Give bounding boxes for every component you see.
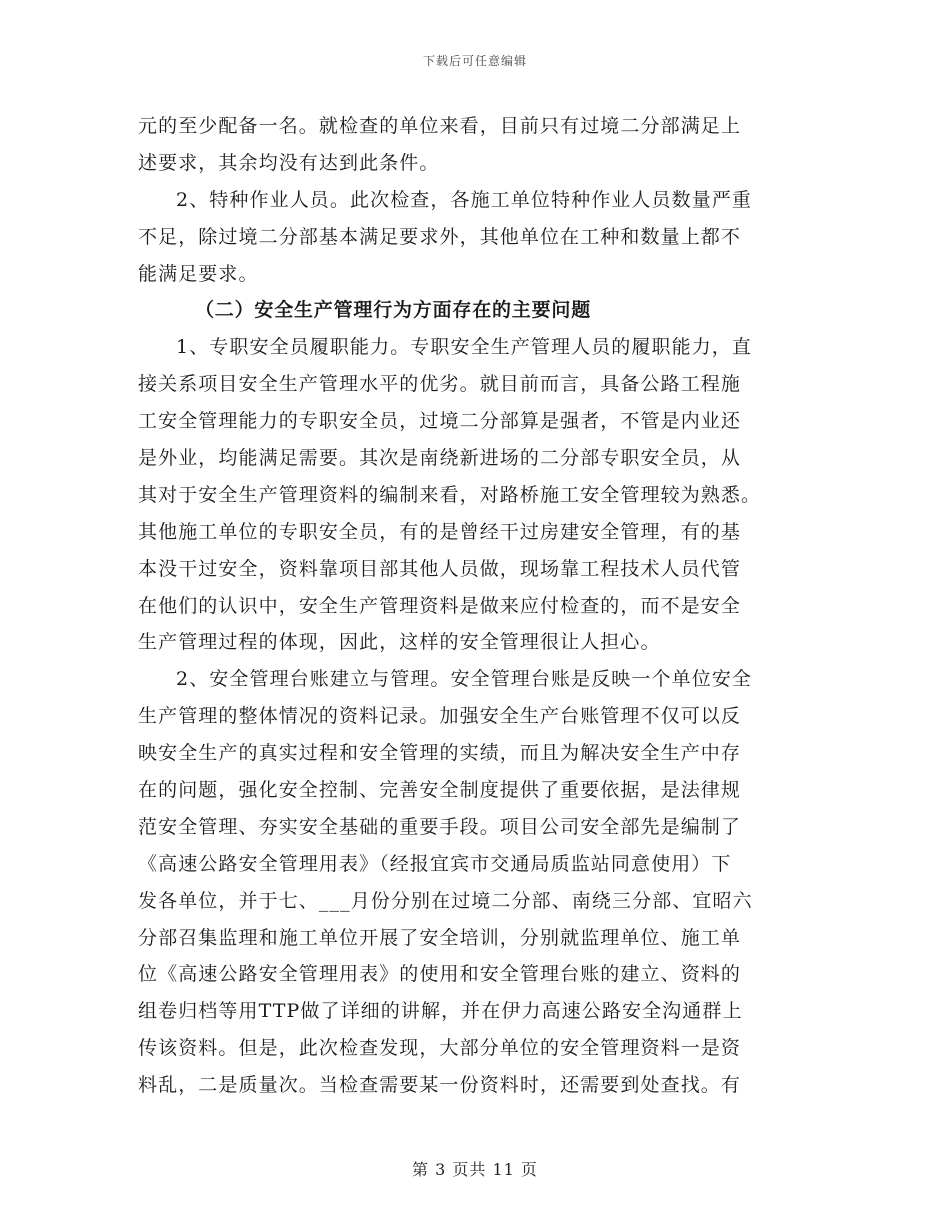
- paragraph-start-line: 2、安全管理台账建立与管理。安全管理台账是反映一个单位安全: [176, 668, 752, 691]
- body-line: 生产管理的整体情况的资料记录。加强安全生产台账管理不仅可以反: [138, 705, 742, 728]
- body-line: 生产管理过程的体现，因此，这样的安全管理很让人担心。: [138, 631, 661, 654]
- body-line: 元的至少配备一名。就检查的单位来看，目前只有过境二分部满足上: [138, 115, 742, 137]
- body-line: 在他们的认识中，安全生产管理资料是做来应付检查的，而不是安全: [138, 594, 742, 617]
- body-line: 能满足要求。: [138, 262, 259, 285]
- body-line: 其他施工单位的专职安全员，有的是曾经干过房建安全管理，有的基: [138, 520, 742, 543]
- body-line: 不足，除过境二分部基本满足要求外，其他单位在工种和数量上都不: [138, 225, 742, 248]
- paragraph-start-line: 2、特种作业人员。此次检查，各施工单位特种作业人员数量严重: [176, 188, 752, 211]
- body-line: 料乱，二是质量次。当检查需要某一份资料时，还需要到处查找。有: [138, 1074, 742, 1097]
- body-line: 组卷归档等用TTP做了详细的讲解，并在伊力高速公路安全沟通群上: [138, 1000, 743, 1023]
- body-line: 范安全管理、夯实安全基础的重要手段。项目公司安全部先是编制了: [138, 815, 742, 838]
- body-line: 述要求，其余均没有达到此条件。: [138, 151, 440, 174]
- section-heading: （二）安全生产管理行为方面存在的主要问题: [195, 299, 592, 322]
- page-number-footer: 第 3 页共 11 页: [412, 1160, 538, 1179]
- body-line: 是外业，均能满足需要。其次是南绕新进场的二分部专职安全员，从: [138, 447, 742, 470]
- paragraph-start-line: 1、专职安全员履职能力。专职安全生产管理人员的履职能力，直: [176, 336, 752, 359]
- body-line: 在的问题，强化安全控制、完善安全制度提供了重要依据，是法律规: [138, 779, 742, 802]
- body-line: 发各单位，并于七、___月份分别在过境二分部、南绕三分部、宜昭六: [138, 889, 753, 912]
- body-line: 工安全管理能力的专职安全员，过境二分部算是强者，不管是内业还: [138, 410, 742, 433]
- body-line: 位《高速公路安全管理用表》的使用和安全管理台账的建立、资料的: [138, 963, 742, 986]
- body-line: 本没干过安全，资料靠项目部其他人员做，现场靠工程技术人员代管: [138, 557, 742, 580]
- body-line: 传该资料。但是，此次检查发现，大部分单位的安全管理资料一是资: [138, 1037, 742, 1060]
- document-body: [138, 108, 818, 1104]
- body-line: 《高速公路安全管理用表》（经报宜宾市交通局质监站同意使用）下: [138, 852, 732, 875]
- body-line: 其对于安全生产管理资料的编制来看，对路桥施工安全管理较为熟悉。: [138, 483, 762, 506]
- body-line: 接关系项目安全生产管理水平的优劣。就目前而言，具备公路工程施: [138, 373, 742, 396]
- page-header: 下载后可任意编辑: [422, 54, 527, 68]
- body-line: 映安全生产的真实过程和安全管理的实绩，而且为解决安全生产中存: [138, 742, 742, 765]
- body-line: 分部召集监理和施工单位开展了安全培训，分别就监理单位、施工单: [138, 926, 742, 949]
